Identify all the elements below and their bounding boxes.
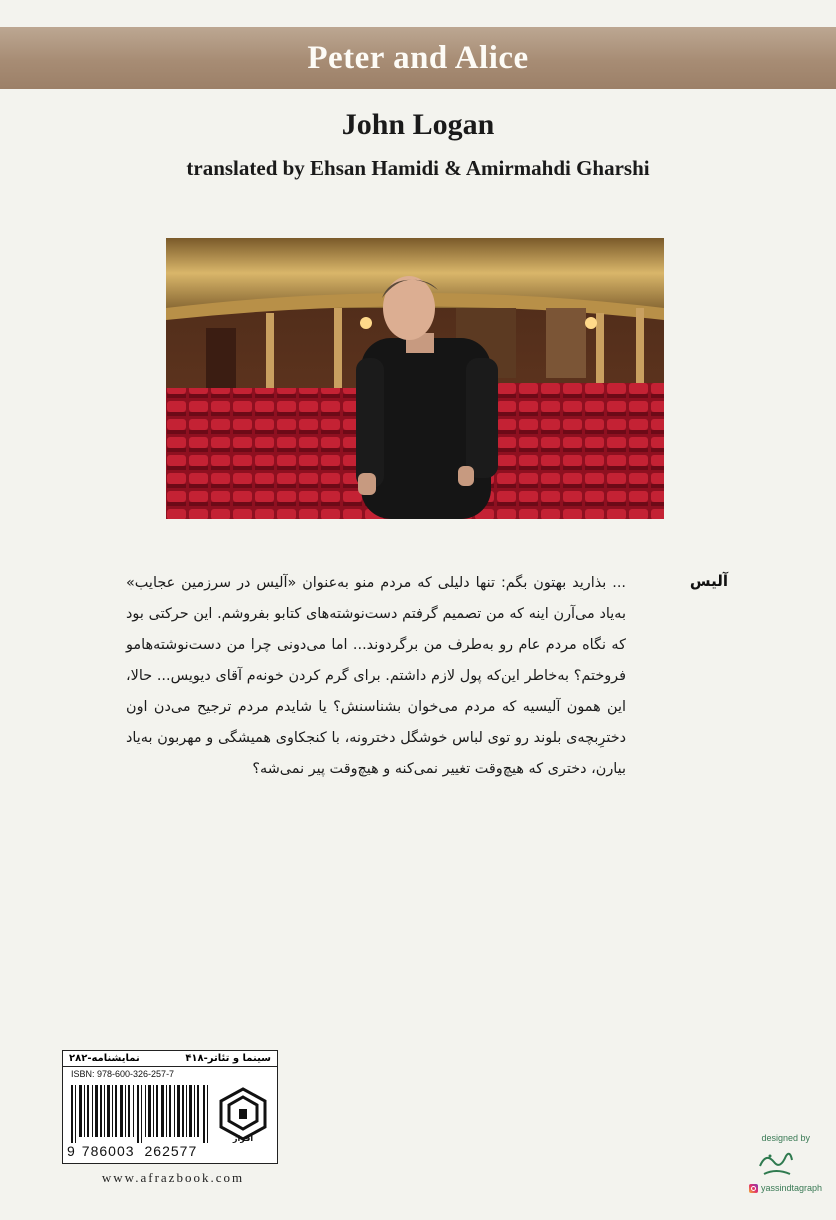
barcode-bars: [71, 1085, 211, 1143]
author-name: John Logan: [341, 108, 495, 141]
instagram-handle: yassindtagraph: [760, 1183, 822, 1193]
author-photo: [166, 238, 664, 519]
isbn-text: ISBN: 978-600-326-257-7: [71, 1069, 175, 1079]
barcode-digits-left: 786003: [81, 1143, 135, 1159]
character-name: آلیس: [689, 572, 728, 590]
instagram-icon: [749, 1184, 758, 1193]
series-row: [63, 1051, 277, 1067]
play-number-label: نمایشنامه-۲۸۲: [69, 1053, 140, 1064]
book-title: Peter and Alice: [307, 39, 529, 76]
excerpt-text: ... بذارید بهتون بگم: تنها دلیلی که مردم منو به‌عنوان «آلیس در سرزمین عجایب» به‌یاد می‌آرن اینه که من تصمیم گرفتم دست‌نوشته‌های کتابو بفروشم. این حرکتی بود که نگاه مردم عام رو به‌طرف من برگردوند... اما می‌دونی چرا من دست‌نوشته‌هامو فروختم؟ به‌خاطر این‌که پول لازم داشتم. برای گرم کردن خونه‌م آقای دیویس... حالا، این همون آلیسیه که مردم می‌خوان بشناسنش؟ یا شایدم مردم ترجیح می‌دن اون دخترِبچه‌ی بلوند رو توی لباس خوشگل دخترونه، با کنجکاوی همیشگی و مهربون به‌یاد بیارن، دختری که هیچ‌وقت تغییر نمی‌کنه و هیچ‌وقت پیر نمی‌شه؟: [126, 575, 626, 777]
publisher-logo-icon: [217, 1087, 269, 1143]
designed-by-label: designed by: [761, 1133, 810, 1143]
barcode-box: [62, 1050, 278, 1164]
instagram-credit: [749, 1183, 822, 1193]
barcode-digit-lead: 9: [67, 1143, 76, 1159]
title-band: [0, 27, 836, 89]
designer-signature-icon: [756, 1146, 796, 1180]
barcode-digits: [67, 1143, 197, 1159]
translators-line: translated by Ehsan Hamidi & Amirmahdi Gharshi: [186, 156, 650, 180]
series-label: سینما و تئاتر-۴۱۸: [185, 1053, 271, 1064]
barcode-digits-right: 262577: [144, 1143, 198, 1159]
publisher-logo-text: افراز: [232, 1134, 254, 1143]
publisher-website: www.afrazbook.com: [101, 1170, 245, 1185]
